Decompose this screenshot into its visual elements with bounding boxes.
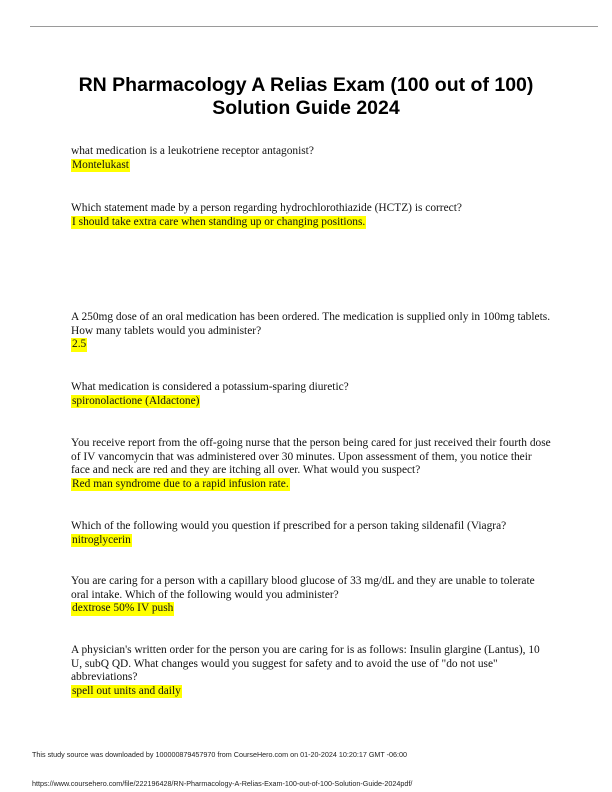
top-divider	[30, 26, 598, 27]
question-text: A physician's written order for the person you are caring for is as follows: Insulin glargine (Lantus), 10 U, subQ QD. What changes would you suggest for safety and to avoid the use of "do not use" abbreviations?	[71, 644, 540, 684]
qa-item	[71, 145, 551, 172]
page-title	[40, 74, 572, 120]
question-text: A 250mg dose of an oral medication has been ordered. The medication is supplied only in 100mg tablets. How many tablets would you administer?	[71, 311, 551, 337]
qa-item	[71, 437, 551, 491]
question-text: what medication is a leukotriene receptor antagonist?	[71, 145, 314, 157]
qa-item	[71, 520, 551, 547]
title-line-2: Solution Guide 2024	[212, 97, 400, 119]
qa-item	[71, 311, 551, 352]
question-text: You are caring for a person with a capillary blood glucose of 33 mg/dL and they are unable to tolerate oral intake. Which of the following would you administer?	[71, 575, 535, 601]
answer-highlight: dextrose 50% IV push	[72, 602, 174, 615]
answer-highlight: Montelukast	[72, 158, 129, 171]
answer-highlight: 2.5	[72, 338, 87, 351]
answer-highlight: Red man syndrome due to a rapid infusion rate.	[72, 477, 289, 490]
qa-item	[71, 644, 551, 698]
answer-highlight: nitroglycerin	[72, 533, 131, 546]
title-line-1: RN Pharmacology A Relias Exam (100 out of 100)	[78, 74, 534, 96]
download-source-notice: This study source was downloaded by 100000879457970 from CourseHero.com on 01-20-2024 10:20:17 GMT -06:00	[32, 750, 408, 759]
question-text: You receive report from the off-going nurse that the person being cared for just received their fourth dose of IV vancomycin that was administered over 30 minutes. Upon assessment of them, you notice their face and neck are red and they are itching all over. What would you suspect?	[71, 437, 551, 477]
question-text: Which statement made by a person regarding hydrochlorothiazide (HCTZ) is correct?	[71, 202, 462, 214]
qa-item	[71, 381, 551, 408]
qa-item	[71, 202, 551, 229]
qa-item	[71, 575, 551, 616]
answer-highlight: spell out units and daily	[72, 684, 181, 697]
question-text: Which of the following would you question if prescribed for a person taking sildenafil (Viagra?	[71, 520, 507, 532]
source-url-link[interactable]: https://www.coursehero.com/file/222196428/RN-Pharmacology-A-Relias-Exam-100-out-of-100-Solution-Guide-2024pdf/	[32, 779, 413, 788]
question-text: What medication is considered a potassium-sparing diuretic?	[71, 381, 349, 393]
answer-highlight: spironolactione (Aldactone)	[72, 394, 200, 407]
answer-highlight: I should take extra care when standing up or changing positions.	[72, 215, 366, 228]
